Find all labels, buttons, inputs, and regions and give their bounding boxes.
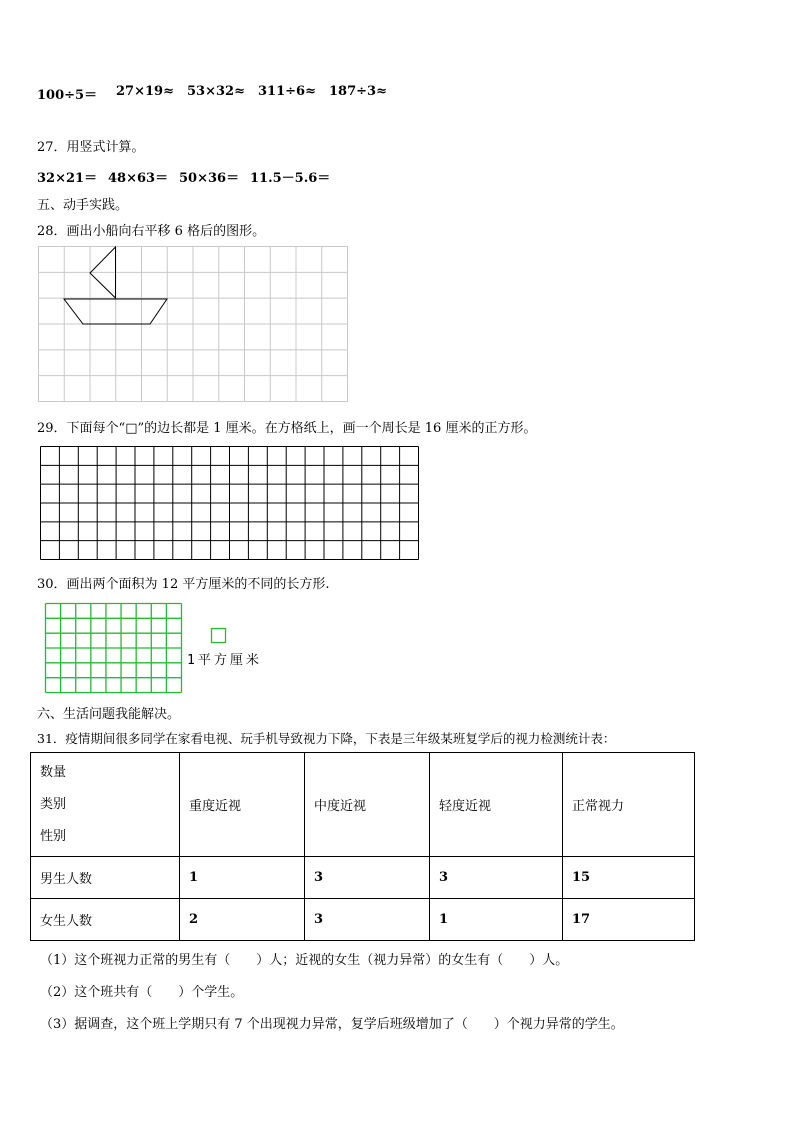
table-cell: 3 — [305, 857, 430, 899]
column-header: 正常视力 — [563, 753, 695, 857]
q31-sub1: （1）这个班视力正常的男生有（ ）人；近视的女生（视力异常）的女生有（ ）人。 — [40, 953, 569, 968]
q27-title: 27．用竖式计算。 — [37, 140, 145, 155]
header-quantity: 数量 — [40, 764, 67, 780]
unit-square-legend: 1平方厘米 — [187, 653, 262, 668]
column-header: 轻度近视 — [430, 753, 563, 857]
diagonal-header-cell — [31, 753, 180, 857]
table-cell: 3 — [430, 857, 563, 899]
estimate-item: 311÷6≈ — [258, 84, 316, 99]
table-header-row — [31, 753, 695, 857]
estimate-item: 187÷3≈ — [329, 84, 387, 99]
q27-item: 48×63＝ — [108, 171, 169, 186]
q30-title: 30．画出两个面积为 12 平方厘米的不同的长方形. — [37, 577, 330, 592]
table-cell: 1 — [430, 899, 563, 941]
q28-title: 28．画出小船向右平移 6 格后的图形。 — [37, 224, 266, 239]
q31-sub2: （2）这个班共有（ ）个学生。 — [40, 985, 244, 1000]
table-row — [31, 899, 695, 941]
row-label: 女生人数 — [31, 899, 180, 941]
table-cell: 2 — [180, 899, 305, 941]
unit-square-icon — [211, 628, 227, 644]
header-category: 类别 — [40, 796, 67, 812]
q30-grid — [45, 603, 183, 694]
header-gender: 性别 — [40, 828, 67, 844]
table-cell: 17 — [563, 899, 695, 941]
table-cell: 3 — [305, 899, 430, 941]
section5-heading: 五、动手实践。 — [37, 198, 129, 213]
column-header: 重度近视 — [180, 753, 305, 857]
estimate-item: 53×32≈ — [187, 84, 245, 99]
q31-title: 31．疫情期间很多同学在家看电视、玩手机导致视力下降，下表是三年级某班复学后的视力检测统计表： — [37, 731, 616, 746]
estimate-item: 100÷5＝ — [37, 88, 98, 103]
q27-item: 11.5－5.6＝ — [250, 171, 331, 186]
column-header: 中度近视 — [305, 753, 430, 857]
q27-item: 32×21＝ — [37, 171, 98, 186]
section6-heading: 六、生活问题我能解决。 — [37, 707, 181, 722]
table-cell: 1 — [180, 857, 305, 899]
q28-grid — [38, 246, 349, 403]
q31-sub3: （3）据调查，这个班上学期只有 7 个出现视力异常，复学后班级增加了（ ）个视力异常的学生。 — [40, 1017, 624, 1032]
q29-title: 29．下面每个“□”的边长都是 1 厘米。在方格纸上，画一个周长是 16 厘米的正方形。 — [37, 421, 537, 436]
table-row — [31, 857, 695, 899]
q29-grid — [40, 446, 420, 561]
vision-stats-table — [30, 752, 695, 941]
estimate-item: 27×19≈ — [116, 84, 174, 99]
row-label: 男生人数 — [31, 857, 180, 899]
q27-item: 50×36＝ — [179, 171, 240, 186]
table-cell: 15 — [563, 857, 695, 899]
